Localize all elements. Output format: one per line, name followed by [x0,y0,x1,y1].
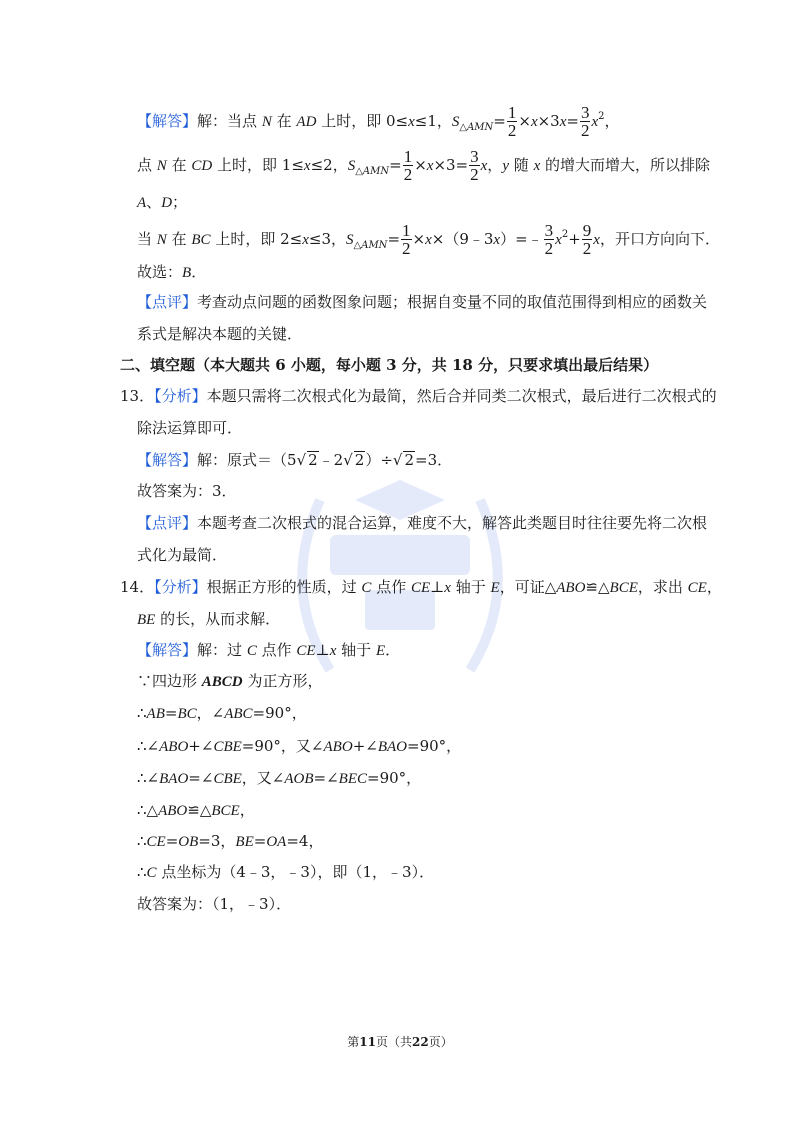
answer-tag: 【解答】 [137,112,198,130]
q14-step-2: ∴AB=BC，∠ABC=90°， [137,704,307,722]
fraction: $\frac{3}{2}$ [544,221,554,258]
fraction: $\frac{1}{2}$ [403,147,413,184]
q14-step-4: ∴∠BAO=∠CBE，又∠AOB=∠BEC=90°， [137,769,422,787]
q13-final: 故答案为：3． [137,482,237,500]
comment-tag: 【点评】 [137,514,198,532]
q14-analysis-line-1: 14．【分析】根据正方形的性质，过 C 点作 CE⊥x 轴于 E，可证△ABO≌△BCE，求出 CE， [120,578,722,596]
q14-final: 故答案为：（1，﹣3）． [137,895,292,913]
answer-line-4: 当 N 在 BC 上时，即 2≤x≤3，$S_{\triangle AMN}=$ $\frac{1}{2}$ ×x×（9﹣3x）=﹣ $\frac{3}{2}$ $x^2+$ $\frac{9}{2}$ x，开口方向向下． [137,221,720,258]
q14-answer-line: 【解答】解：过 C 点作 CE⊥x 轴于 E． [137,641,401,659]
comment-tag: 【点评】 [137,293,198,311]
answer-tag: 【解答】 [137,451,198,469]
answer-line-1: 【解答】解：当点 N 在 AD 上时，即 0≤x≤1，$S_{\triangle AMN}=$ $\frac{1}{2}$ ×x×3x= $\frac{3}{2}$ $x^2$， [137,103,620,140]
q14-step-7: ∴C 点坐标为（4﹣3，﹣3），即（1，﹣3）． [137,863,435,881]
section-heading: 二、填空题（本大题共 6 小题，每小题 3 分，共 18 分，只要求填出最后结果） [120,356,659,374]
q13-comment-line-2: 式化为最简． [137,546,228,564]
q14-analysis-line-2: BE 的长，从而求解． [137,610,281,628]
q14-step-1: ∵四边形 ABCD 为正方形， [137,672,323,690]
q13-answer-line: 【解答】解：原式＝（5√ 2﹣2√ 2）÷√ 2=3． [137,451,453,469]
analysis-tag: 【分析】 [154,578,207,596]
fraction: $\frac{3}{2}$ [580,103,590,140]
q14-step-3: ∴∠ABO+∠CBE=90°，又∠ABO+∠BAO=90°， [137,737,462,755]
fraction: $\frac{1}{2}$ [507,103,517,140]
fraction: $\frac{3}{2}$ [470,147,479,184]
q14-step-6: ∴CE=OB=3，BE=OA=4， [137,832,324,850]
answer-line-2: 点 N 在 CD 上时，即 1≤x≤2，$S_{\triangle AMN}=$ $\frac{1}{2}$ ×x×3= $\frac{3}{2}$ x，y 随 x 的增大而增大，所以排除 [137,147,711,184]
comment-line-1: 【点评】考查动点问题的函数图象问题；根据自变量不同的取值范围得到相应的函数关 [137,293,708,311]
answer-tag: 【解答】 [137,641,198,659]
page-footer: 第11页（共22页） [347,1035,453,1049]
q13-comment-line-1: 【点评】本题考查二次根式的混合运算，难度不大，解答此类题目时往往要先将二次根 [137,514,708,532]
answer-line-3: A、D； [137,193,188,211]
q14-step-5: ∴△ABO≌△BCE， [137,801,255,819]
watermark-logo [270,440,530,700]
analysis-tag: 【分析】 [154,387,207,405]
fraction: $\frac{1}{2}$ [402,221,411,258]
fraction: $\frac{9}{2}$ [582,221,592,258]
comment-line-2: 系式是解决本题的关键． [137,325,303,343]
q13-analysis-line-2: 除法运算即可． [137,419,243,437]
answer-line-5: 故选：B． [137,263,207,281]
q13-analysis-line-1: 13．【分析】本题只需将二次根式化为最简，然后合并同类二次根式，最后进行二次根式的 [120,387,717,405]
